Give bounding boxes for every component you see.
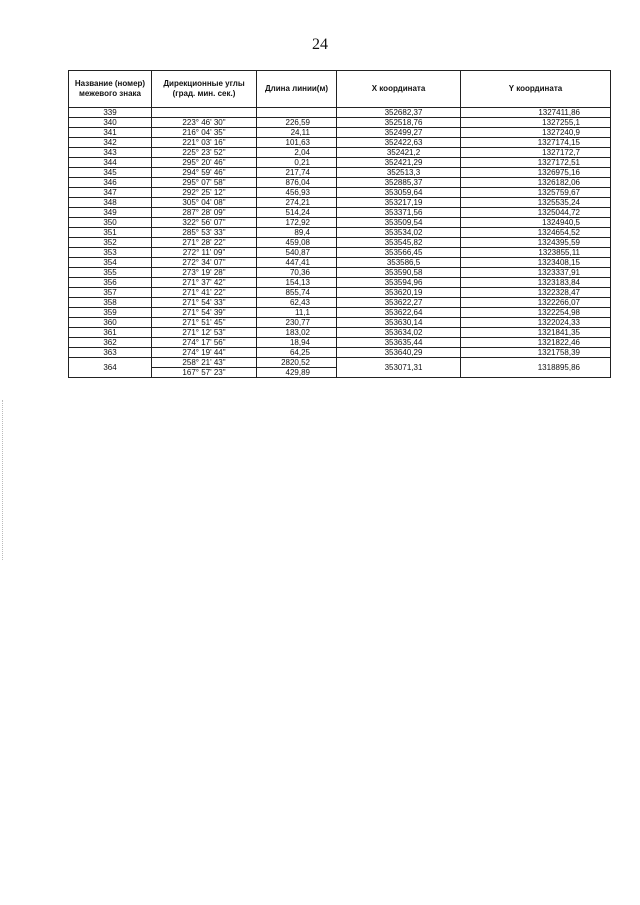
- angle-cell: 271° 37' 42": [152, 278, 257, 288]
- angle-cell: 322° 56' 07": [152, 218, 257, 228]
- x-coordinate-cell: 352421,2: [337, 148, 461, 158]
- page-number: 24: [312, 36, 328, 53]
- angle-cell: 271° 28' 22": [152, 238, 257, 248]
- length-cell: 101,63: [257, 138, 337, 148]
- angle-cell: 216° 04' 35": [152, 128, 257, 138]
- mark-cell: 342: [69, 138, 152, 148]
- table-row: [69, 348, 611, 358]
- x-coordinate-cell: 353620,19: [337, 288, 461, 298]
- mark-cell: 352: [69, 238, 152, 248]
- mark-cell: 346: [69, 178, 152, 188]
- header-y: Y координата: [461, 71, 611, 108]
- margin-scan-mark: [2, 400, 5, 560]
- y-coordinate-cell: 1322024,33: [461, 318, 611, 328]
- angle-cell: 274° 19' 44": [152, 348, 257, 358]
- y-coordinate-cell: 1321758,39: [461, 348, 611, 358]
- table-row: [69, 108, 611, 118]
- table-row: [69, 298, 611, 308]
- length-cell: 0,21: [257, 158, 337, 168]
- length-cell: 70,36: [257, 268, 337, 278]
- table-row: [69, 278, 611, 288]
- x-coordinate-cell: 353566,45: [337, 248, 461, 258]
- y-coordinate-cell: 1327174,15: [461, 138, 611, 148]
- table-row: [69, 138, 611, 148]
- y-coordinate-cell: 1318895,86: [461, 358, 611, 378]
- angle-cell: 272° 11' 09": [152, 248, 257, 258]
- mark-cell: 359: [69, 308, 152, 318]
- angle-cell: 274° 17' 56": [152, 338, 257, 348]
- y-coordinate-cell: 1326182,06: [461, 178, 611, 188]
- table-row: [69, 328, 611, 338]
- length-cell: 447,41: [257, 258, 337, 268]
- y-coordinate-cell: 1324654,52: [461, 228, 611, 238]
- table-body: [69, 108, 611, 378]
- length-cell: 89,4: [257, 228, 337, 238]
- angle-cell: 225° 23' 52": [152, 148, 257, 158]
- x-coordinate-cell: 353534,02: [337, 228, 461, 238]
- table-row: [69, 238, 611, 248]
- mark-cell: 361: [69, 328, 152, 338]
- mark-cell: 356: [69, 278, 152, 288]
- angle-cell: 273° 19' 28": [152, 268, 257, 278]
- angle-cell: 258° 21' 43": [152, 358, 257, 368]
- x-coordinate-cell: 353217,19: [337, 198, 461, 208]
- x-coordinate-cell: 352885,37: [337, 178, 461, 188]
- table-row: [69, 268, 611, 278]
- coordinates-table: [68, 70, 611, 378]
- table-row: [69, 168, 611, 178]
- header-angle: Дирекционные углы (град. мин. сек.): [152, 71, 257, 108]
- y-coordinate-cell: 1326975,16: [461, 168, 611, 178]
- table-row: [69, 218, 611, 228]
- mark-cell: 344: [69, 158, 152, 168]
- mark-cell: 357: [69, 288, 152, 298]
- angle-cell: 271° 54' 33": [152, 298, 257, 308]
- table-row: [69, 188, 611, 198]
- angle-cell: 292° 25' 12": [152, 188, 257, 198]
- length-cell: 274,21: [257, 198, 337, 208]
- angle-cell: 295° 07' 58": [152, 178, 257, 188]
- length-cell: 459,08: [257, 238, 337, 248]
- mark-cell: 363: [69, 348, 152, 358]
- length-cell: 230,77: [257, 318, 337, 328]
- angle-cell: 305° 04' 08": [152, 198, 257, 208]
- x-coordinate-cell: 352421,29: [337, 158, 461, 168]
- x-coordinate-cell: 353509,54: [337, 218, 461, 228]
- table-row: [69, 308, 611, 318]
- angle-cell: 294° 59' 46": [152, 168, 257, 178]
- mark-cell: 360: [69, 318, 152, 328]
- mark-cell: 350: [69, 218, 152, 228]
- x-coordinate-cell: 352513,3: [337, 168, 461, 178]
- mark-cell: 351: [69, 228, 152, 238]
- table-row: [69, 248, 611, 258]
- length-cell: 64,25: [257, 348, 337, 358]
- length-cell: 514,24: [257, 208, 337, 218]
- y-coordinate-cell: 1327255,1: [461, 118, 611, 128]
- x-coordinate-cell: 353545,82: [337, 238, 461, 248]
- length-cell: 456,93: [257, 188, 337, 198]
- table-row: [69, 318, 611, 328]
- mark-cell: 353: [69, 248, 152, 258]
- angle-cell: 221° 03' 16": [152, 138, 257, 148]
- length-cell-empty: [257, 108, 337, 118]
- length-cell: 24,11: [257, 128, 337, 138]
- y-coordinate-cell: 1321822,46: [461, 338, 611, 348]
- header-x: X координата: [337, 71, 461, 108]
- x-coordinate-cell: 353371,56: [337, 208, 461, 218]
- angle-cell: 295° 20' 46": [152, 158, 257, 168]
- header-mark: Название (номер) межевого знака: [69, 71, 152, 108]
- length-cell: 172,92: [257, 218, 337, 228]
- y-coordinate-cell: 1325759,67: [461, 188, 611, 198]
- x-coordinate-cell: 352422,63: [337, 138, 461, 148]
- table-row: [69, 128, 611, 138]
- length-cell: 876,04: [257, 178, 337, 188]
- x-coordinate-cell: 353622,64: [337, 308, 461, 318]
- y-coordinate-cell: 1324395,59: [461, 238, 611, 248]
- table-row: [69, 358, 611, 368]
- angle-cell: 285° 53' 33": [152, 228, 257, 238]
- length-cell: 154,13: [257, 278, 337, 288]
- header-length: Длина линии(м): [257, 71, 337, 108]
- y-coordinate-cell: 1323337,91: [461, 268, 611, 278]
- length-cell: 226,59: [257, 118, 337, 128]
- x-coordinate-cell: 352518,76: [337, 118, 461, 128]
- mark-cell: 339: [69, 108, 152, 118]
- mark-cell: 358: [69, 298, 152, 308]
- length-cell: 540,87: [257, 248, 337, 258]
- length-cell: 2820,52: [257, 358, 337, 368]
- x-coordinate-cell: 353622,27: [337, 298, 461, 308]
- mark-cell: 341: [69, 128, 152, 138]
- x-coordinate-cell: 353630,14: [337, 318, 461, 328]
- table-row: [69, 208, 611, 218]
- y-coordinate-cell: 1327240,9: [461, 128, 611, 138]
- y-coordinate-cell: 1323183,84: [461, 278, 611, 288]
- x-coordinate-cell: 353640,29: [337, 348, 461, 358]
- length-cell: 2,04: [257, 148, 337, 158]
- length-cell: 429,89: [257, 368, 337, 378]
- mark-cell: 347: [69, 188, 152, 198]
- table-row: [69, 288, 611, 298]
- x-coordinate-cell: 353634,02: [337, 328, 461, 338]
- y-coordinate-cell: 1322254,98: [461, 308, 611, 318]
- mark-cell: 355: [69, 268, 152, 278]
- table-row: [69, 178, 611, 188]
- angle-cell: 271° 51' 45": [152, 318, 257, 328]
- length-cell: 18,94: [257, 338, 337, 348]
- y-coordinate-cell: 1322328,47: [461, 288, 611, 298]
- x-coordinate-cell: 353586,5: [337, 258, 461, 268]
- mark-cell: 340: [69, 118, 152, 128]
- table-header-row: [69, 71, 611, 108]
- x-coordinate-cell: 353594,96: [337, 278, 461, 288]
- y-coordinate-cell: 1323855,11: [461, 248, 611, 258]
- table-row: [69, 148, 611, 158]
- y-coordinate-cell: 1324940,5: [461, 218, 611, 228]
- x-coordinate-cell: 352682,37: [337, 108, 461, 118]
- table-row: [69, 338, 611, 348]
- angle-cell: 223° 46' 30": [152, 118, 257, 128]
- length-cell: 11,1: [257, 308, 337, 318]
- y-coordinate-cell: 1327172,7: [461, 148, 611, 158]
- mark-cell: 364: [69, 358, 152, 378]
- y-coordinate-cell: 1327172,51: [461, 158, 611, 168]
- table-row: [69, 258, 611, 268]
- mark-cell: 348: [69, 198, 152, 208]
- length-cell: 62,43: [257, 298, 337, 308]
- angle-cell: 271° 41' 22": [152, 288, 257, 298]
- table-row: [69, 118, 611, 128]
- length-cell: 855,74: [257, 288, 337, 298]
- mark-cell: 343: [69, 148, 152, 158]
- angle-cell: 287° 28' 09": [152, 208, 257, 218]
- mark-cell: 354: [69, 258, 152, 268]
- x-coordinate-cell: 353635,44: [337, 338, 461, 348]
- table-row: [69, 228, 611, 238]
- table-row: [69, 198, 611, 208]
- y-coordinate-cell: 1325044,72: [461, 208, 611, 218]
- angle-cell: 167° 57' 23": [152, 368, 257, 378]
- mark-cell: 362: [69, 338, 152, 348]
- mark-cell: 349: [69, 208, 152, 218]
- angle-cell: 272° 34' 07": [152, 258, 257, 268]
- table-row: [69, 158, 611, 168]
- length-cell: 183,02: [257, 328, 337, 338]
- angle-cell: 271° 12' 53": [152, 328, 257, 338]
- y-coordinate-cell: 1322266,07: [461, 298, 611, 308]
- y-coordinate-cell: 1325535,24: [461, 198, 611, 208]
- angle-cell: 271° 54' 39": [152, 308, 257, 318]
- x-coordinate-cell: 352499,27: [337, 128, 461, 138]
- x-coordinate-cell: 353059,64: [337, 188, 461, 198]
- y-coordinate-cell: 1323408,15: [461, 258, 611, 268]
- x-coordinate-cell: 353071,31: [337, 358, 461, 378]
- angle-cell-empty: [152, 108, 257, 118]
- y-coordinate-cell: 1321841,35: [461, 328, 611, 338]
- length-cell: 217,74: [257, 168, 337, 178]
- x-coordinate-cell: 353590,58: [337, 268, 461, 278]
- y-coordinate-cell: 1327411,86: [461, 108, 611, 118]
- mark-cell: 345: [69, 168, 152, 178]
